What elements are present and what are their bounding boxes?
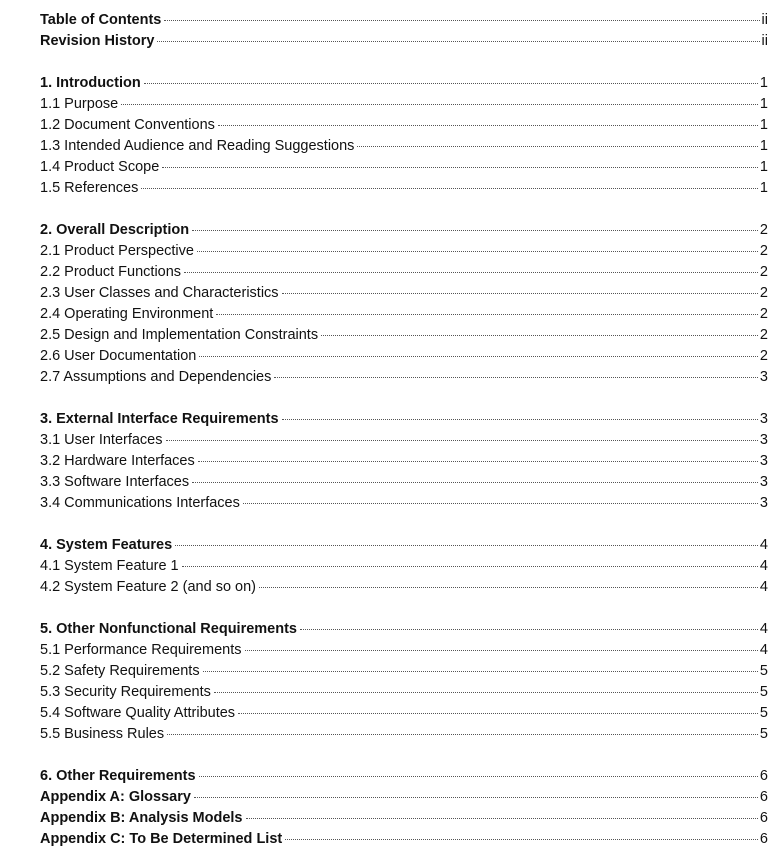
toc-dot-leader [164,20,759,21]
toc-entry-page-number: 3 [759,369,768,385]
toc-entry-page-number: 3 [759,474,768,490]
toc-entry-page-number: 2 [759,306,768,322]
toc-dot-leader [144,83,758,84]
toc-entry-page-number: 5 [759,726,768,742]
toc-entry-label: 4.1 System Feature 1 [40,558,179,574]
toc-dot-leader [184,272,758,273]
toc-entry-label: 3.1 User Interfaces [40,432,163,448]
toc-entry-page-number: 4 [759,642,768,658]
toc-entry-page-number: 1 [759,159,768,175]
toc-dot-leader [238,713,758,714]
toc-entry-page-number: 2 [759,327,768,343]
toc-entry[interactable] [40,703,768,724]
toc-dot-leader [274,377,758,378]
toc-entry-label: 2.3 User Classes and Characteristics [40,285,279,301]
toc-entry-page-number: ii [761,33,768,49]
toc-entry-page-number: 4 [759,537,768,553]
toc-section-group [40,409,768,514]
toc-dot-leader [199,776,758,777]
toc-entry-label: 2.2 Product Functions [40,264,182,280]
toc-dot-leader [157,41,759,42]
toc-entry[interactable] [40,409,768,430]
toc-dot-leader [197,251,758,252]
toc-entry[interactable] [40,724,768,745]
toc-dot-leader [175,545,758,546]
toc-entry[interactable] [40,493,768,514]
toc-entry-page-number: 1 [759,180,768,196]
toc-entry-page-number: 5 [759,684,768,700]
toc-dot-leader [182,566,758,567]
toc-entry-label: 2.1 Product Perspective [40,243,194,259]
toc-dot-leader [282,419,758,420]
toc-entry[interactable] [40,157,768,178]
toc-dot-leader [141,188,758,189]
toc-entry-label: 1. Introduction [40,75,141,91]
toc-entry-label: 5.4 Software Quality Attributes [40,705,236,721]
toc-entry[interactable] [40,829,768,850]
toc-section-group [40,619,768,745]
toc-section-group [40,535,768,598]
toc-entry[interactable] [40,766,768,787]
toc-entry-label: 3.2 Hardware Interfaces [40,453,195,469]
toc-entry[interactable] [40,10,768,31]
toc-entry-label: 5.5 Business Rules [40,726,165,742]
toc-entry-page-number: ii [761,12,768,28]
toc-entry[interactable] [40,304,768,325]
toc-entry[interactable] [40,94,768,115]
toc-entry-label: Revision History [40,33,155,49]
toc-dot-leader [259,587,758,588]
toc-entry-label: 5.1 Performance Requirements [40,642,242,658]
toc-entry[interactable] [40,787,768,808]
toc-entry[interactable] [40,661,768,682]
toc-dot-leader [121,104,758,105]
toc-entry-page-number: 2 [759,264,768,280]
toc-entry-label: Appendix A: Glossary [40,789,191,805]
toc-entry-label: 4. System Features [40,537,173,553]
toc-entry-label: 1.3 Intended Audience and Reading Suggestions [40,138,355,154]
toc-dot-leader [166,440,758,441]
toc-entry-label: 1.4 Product Scope [40,159,160,175]
toc-entry[interactable] [40,535,768,556]
toc-dot-leader [321,335,758,336]
toc-entry-page-number: 2 [759,285,768,301]
toc-entry[interactable] [40,178,768,199]
table-of-contents [40,10,768,850]
toc-dot-leader [167,734,758,735]
toc-entry-label: 1.1 Purpose [40,96,119,112]
toc-section-group [40,73,768,199]
toc-entry[interactable] [40,556,768,577]
toc-entry-label: 6. Other Requirements [40,768,196,784]
toc-dot-leader [243,503,758,504]
toc-entry[interactable] [40,73,768,94]
toc-entry-page-number: 1 [759,138,768,154]
toc-dot-leader [214,692,758,693]
toc-entry-label: 2.7 Assumptions and Dependencies [40,369,272,385]
toc-entry-page-number: 4 [759,579,768,595]
toc-dot-leader [357,146,758,147]
toc-dot-leader [203,671,758,672]
toc-entry-page-number: 3 [759,432,768,448]
toc-entry-page-number: 1 [759,117,768,133]
toc-entry[interactable] [40,283,768,304]
toc-entry-label: 5.2 Safety Requirements [40,663,200,679]
toc-entry-label: 2.4 Operating Environment [40,306,214,322]
toc-entry-page-number: 1 [759,75,768,91]
toc-entry[interactable] [40,451,768,472]
toc-dot-leader [198,461,758,462]
toc-entry-page-number: 6 [759,789,768,805]
toc-entry[interactable] [40,472,768,493]
toc-entry-page-number: 3 [759,453,768,469]
toc-dot-leader [194,797,758,798]
toc-entry[interactable] [40,367,768,388]
toc-entry-page-number: 2 [759,243,768,259]
toc-dot-leader [245,650,758,651]
toc-entry[interactable] [40,262,768,283]
toc-entry[interactable] [40,346,768,367]
toc-dot-leader [218,125,758,126]
toc-dot-leader [246,818,758,819]
toc-section-group [40,766,768,850]
toc-dot-leader [285,839,758,840]
toc-entry[interactable] [40,619,768,640]
toc-entry-label: 5.3 Security Requirements [40,684,211,700]
toc-entry-label: 2.6 User Documentation [40,348,197,364]
toc-entry-label: 2. Overall Description [40,222,190,238]
toc-entry-label: 1.2 Document Conventions [40,117,215,133]
toc-entry[interactable] [40,682,768,703]
toc-entry-page-number: 5 [759,705,768,721]
toc-entry[interactable] [40,808,768,829]
toc-dot-leader [216,314,758,315]
toc-entry[interactable] [40,577,768,598]
toc-entry-page-number: 1 [759,96,768,112]
toc-entry-label: Appendix C: To Be Determined List [40,831,283,847]
toc-entry[interactable] [40,136,768,157]
toc-entry-label: 3.3 Software Interfaces [40,474,190,490]
toc-entry-label: Table of Contents [40,12,162,28]
toc-entry-page-number: 2 [759,222,768,238]
toc-entry-page-number: 6 [759,831,768,847]
toc-dot-leader [192,482,758,483]
toc-entry-page-number: 6 [759,768,768,784]
toc-entry-label: 3. External Interface Requirements [40,411,279,427]
toc-dot-leader [162,167,758,168]
toc-entry[interactable] [40,241,768,262]
toc-entry-page-number: 4 [759,621,768,637]
toc-entry-label: 4.2 System Feature 2 (and so on) [40,579,256,595]
toc-entry[interactable] [40,325,768,346]
toc-entry-label: 3.4 Communications Interfaces [40,495,240,511]
toc-entry[interactable] [40,640,768,661]
toc-entry-page-number: 3 [759,411,768,427]
toc-entry-page-number: 4 [759,558,768,574]
toc-entry-label: 5. Other Nonfunctional Requirements [40,621,297,637]
toc-entry-page-number: 6 [759,810,768,826]
toc-entry[interactable] [40,430,768,451]
toc-entry-page-number: 2 [759,348,768,364]
toc-entry-page-number: 3 [759,495,768,511]
toc-dot-leader [199,356,758,357]
toc-dot-leader [192,230,758,231]
toc-entry[interactable] [40,115,768,136]
toc-entry-label: 2.5 Design and Implementation Constraints [40,327,319,343]
toc-dot-leader [282,293,758,294]
toc-section-group [40,10,768,52]
toc-entry[interactable] [40,31,768,52]
toc-dot-leader [300,629,758,630]
toc-section-group [40,220,768,388]
toc-entry[interactable] [40,220,768,241]
toc-entry-page-number: 5 [759,663,768,679]
toc-entry-label: 1.5 References [40,180,139,196]
toc-entry-label: Appendix B: Analysis Models [40,810,243,826]
